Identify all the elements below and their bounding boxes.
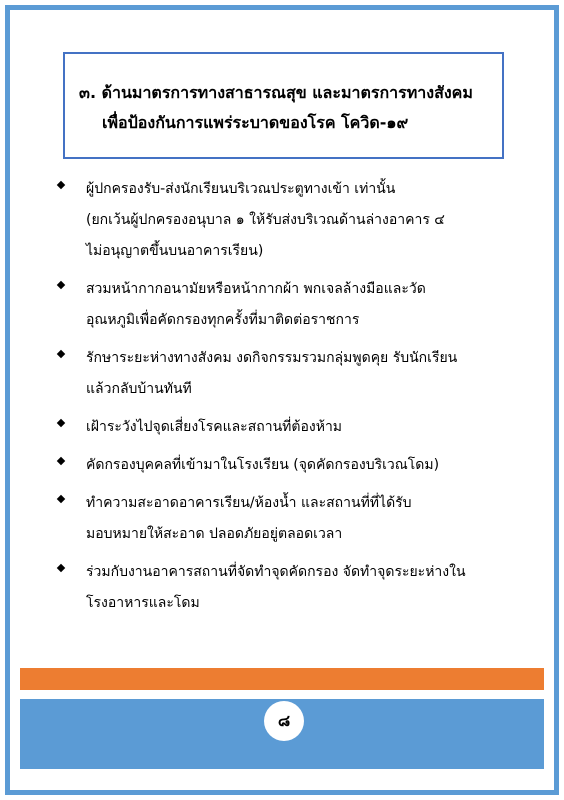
list-item-line: คัดกรองบุคคลที่เข้ามาในโรงเรียน (จุดคัดกรองบริเวณโดม) [86,457,440,473]
list-item-line: โรงอาหารและโดม [86,595,200,611]
list-item [58,450,518,481]
diamond-bullet-icon [57,564,65,572]
diamond-bullet-icon [57,419,65,427]
diamond-bullet-icon [57,495,65,503]
list-item-line: (ยกเว้นผู้ปกครองอนุบาล ๑ ให้รับส่งบริเวณด้านล่างอาคาร ๔ [86,212,445,228]
list-item [58,557,518,619]
list-item-line: ทำความสะอาดอาคารเรียน/ห้องน้ำ และสถานที่ที่ได้รับ [86,495,412,511]
title-box [63,52,504,159]
list-item-line: สวมหน้ากากอนามัยหรือหน้ากากผ้า พกเจลล้างมือและวัด [86,281,426,297]
list-item-line: มอบหมายให้สะอาด ปลอดภัยอยู่ตลอดเวลา [86,526,343,542]
list-item-line: ผู้ปกครองรับ-ส่งนักเรียนบริเวณประตูทางเข้า เท่านั้น [86,181,396,197]
list-item-line: อุณหภูมิเพื่อคัดกรองทุกครั้งที่มาติดต่อราชการ [86,312,360,328]
diamond-bullet-icon [57,457,65,465]
footer-orange-bar [20,668,544,690]
bullet-list [58,174,518,626]
list-item-line: รักษาระยะห่างทางสังคม งดกิจกรรมรวมกลุ่มพูดคุย รับนักเรียน [86,350,458,366]
list-item-line: ร่วมกับงานอาคารสถานที่จัดทำจุดคัดกรอง จัดทำจุดระยะห่างใน [86,564,466,580]
list-item [58,274,518,336]
diamond-bullet-icon [57,350,65,358]
diamond-bullet-icon [57,181,65,189]
list-item [58,488,518,550]
list-item [58,174,518,267]
heading-line-2: เพื่อป้องกันการแพร่ระบาดของโรค โควิด-๑๙ [102,113,409,132]
heading-line-1: ๓. ด้านมาตรการทางสาธารณสุข และมาตรการทางสังคม [79,83,473,102]
list-item-line: ไม่อนุญาตขึ้นบนอาคารเรียน) [86,243,264,259]
diamond-bullet-icon [57,281,65,289]
list-item [58,343,518,405]
list-item-line: เฝ้าระวังไปจุดเสี่ยงโรคและสถานที่ต้องห้าม [86,419,343,435]
page-number: ๘ [264,701,304,741]
list-item-line: แล้วกลับบ้านทันที [86,381,192,397]
list-item [58,412,518,443]
